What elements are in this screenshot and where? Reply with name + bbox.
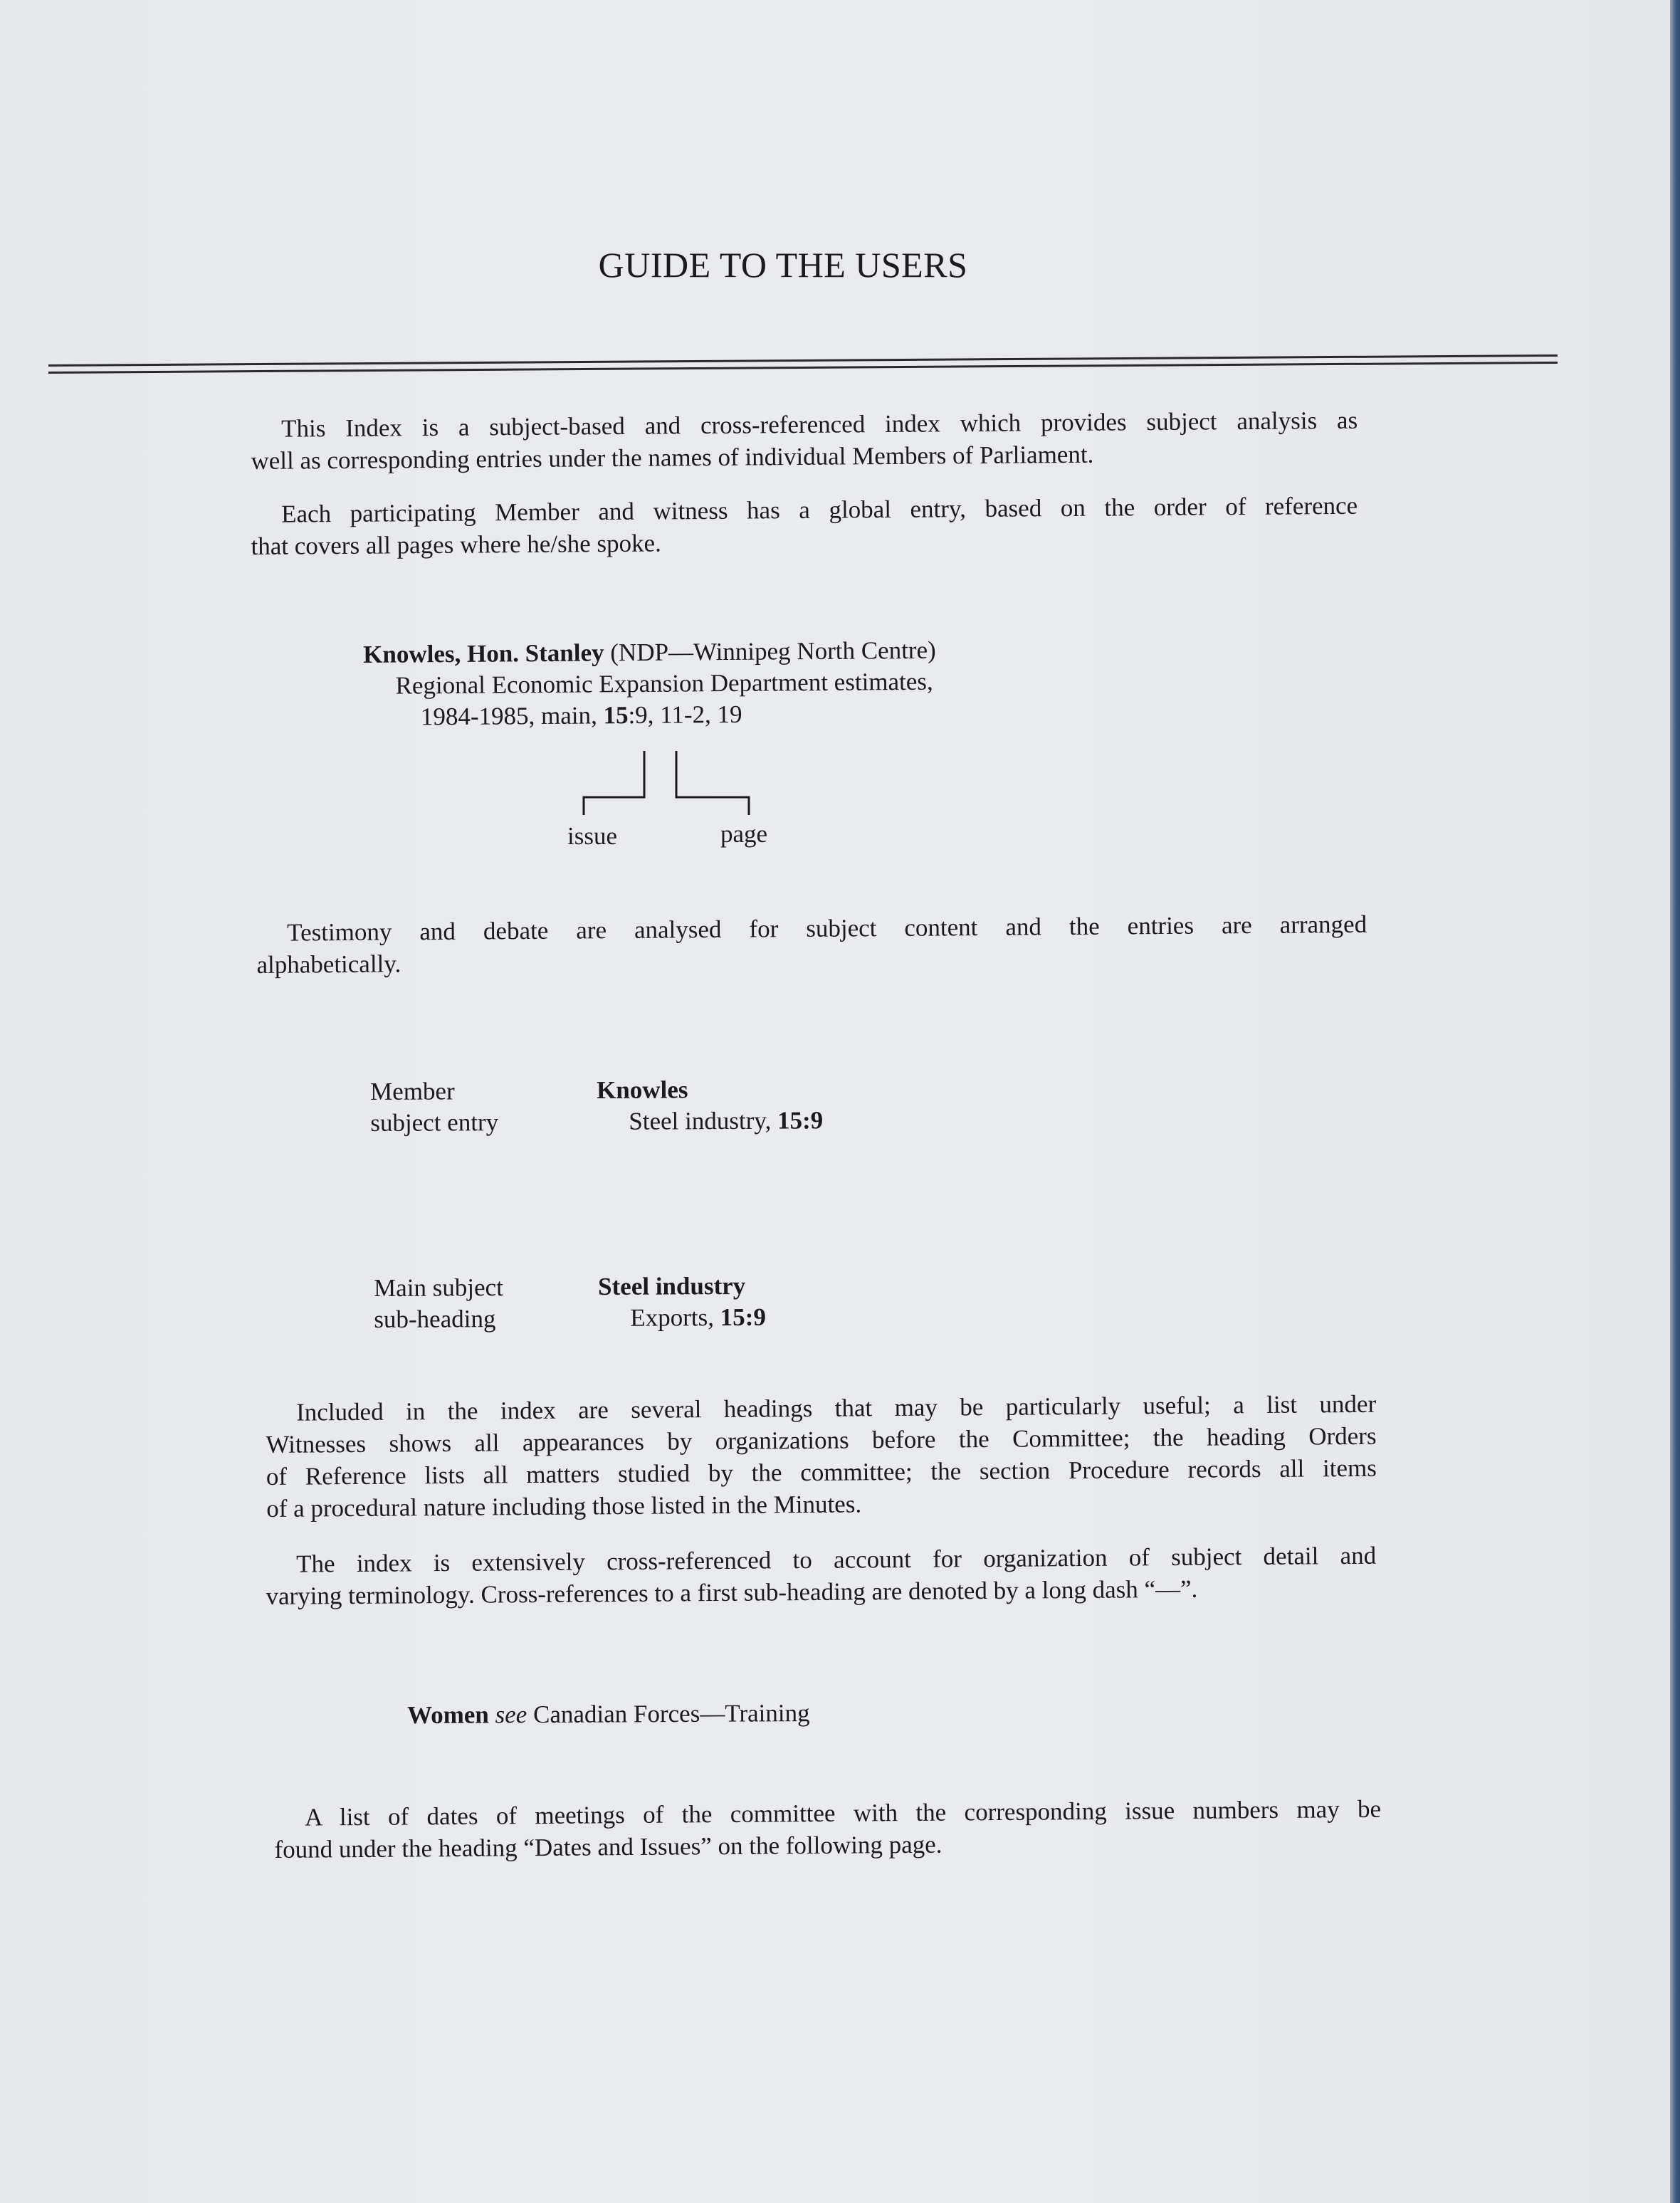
member-subject-label [370, 1075, 584, 1139]
example-entry-affiliation: (NDP—Winnipeg North Centre) [604, 636, 936, 667]
cross-reference-see: see [495, 1700, 527, 1729]
example-entry-pages: :9, 11-2, 19 [628, 700, 742, 730]
subject-subheading: Exports, [630, 1303, 720, 1332]
member-heading: Knowles [597, 1076, 688, 1104]
example-entry-subject: Regional Economic Expansion Department estimates, [395, 667, 933, 700]
member-subheading-ref: 15:9 [777, 1106, 824, 1135]
paragraph-line: Each participating Member and witness has a global entry, based on the order of reference [281, 491, 1358, 528]
cross-reference-paragraph [266, 1540, 1377, 1612]
member-subject-example [597, 1072, 1095, 1137]
member-subheading: Steel industry, [629, 1106, 778, 1135]
paragraph-line: A list of dates of meetings of the committee with the corresponding issue numbers may be [305, 1794, 1382, 1831]
paragraph-line: The index is extensively cross-referenced to account for organization of subject detail and [296, 1541, 1377, 1578]
paragraph-line: that covers all pages where he/she spoke. [251, 529, 661, 560]
paragraph-line: of Reference lists all matters studied by the committee; the section Procedure records all items [266, 1453, 1377, 1490]
label-line: subject entry [370, 1108, 499, 1137]
intro-line: well as corresponding entries under the names of individual Members of Parliament. [251, 440, 1094, 475]
intro-paragraph [251, 404, 1358, 477]
paragraph-line: found under the heading “Dates and Issues” on the following page. [274, 1830, 943, 1863]
issue-label: issue [567, 822, 617, 850]
paragraph-line: Included in the index are several headings that may be particularly useful; a list under [296, 1389, 1377, 1426]
label-line: Main subject [374, 1273, 503, 1302]
main-subject-example [598, 1268, 1096, 1334]
global-entry-paragraph [251, 490, 1358, 562]
label-line: sub-heading [374, 1305, 496, 1333]
testimony-paragraph [256, 908, 1367, 981]
example-entry-estimates: 1984-1985, main, [420, 701, 604, 731]
intro-line: This Index is a subject-based and cross-referenced index which provides subject analysis as [281, 406, 1358, 443]
cross-reference-example [407, 1698, 810, 1731]
subject-heading: Steel industry [598, 1271, 746, 1300]
cross-reference-term: Women [407, 1700, 489, 1729]
label-line: Member [370, 1077, 455, 1105]
page-title: GUIDE TO THE USERS [598, 245, 968, 285]
subject-subheading-ref: 15:9 [720, 1303, 766, 1332]
paragraph-line: of a procedural nature including those listed in the Minutes. [266, 1490, 862, 1523]
example-entry [363, 633, 1147, 733]
page-bracket-line [676, 751, 749, 815]
main-subject-label [374, 1271, 587, 1335]
example-entry-name: Knowles, Hon. Stanley [363, 638, 604, 668]
useful-headings-paragraph [266, 1388, 1377, 1525]
binding-edge [1670, 0, 1680, 2203]
dates-issues-paragraph [274, 1793, 1382, 1866]
paragraph-line: Witnesses shows all appearances by organizations before the Committee; the heading Orders [266, 1421, 1377, 1458]
issue-bracket-line [584, 751, 644, 815]
paragraph-line: varying terminology. Cross-references to a first sub-heading are denoted by a long dash “—”. [266, 1574, 1198, 1610]
cross-reference-target: Canadian Forces—Training [527, 1699, 810, 1729]
paragraph-line: alphabetically. [256, 950, 401, 979]
page-label: page [720, 820, 768, 848]
paragraph-line: Testimony and debate are analysed for subject content and the entries are arranged [287, 910, 1367, 947]
example-entry-issue: 15 [603, 701, 629, 730]
